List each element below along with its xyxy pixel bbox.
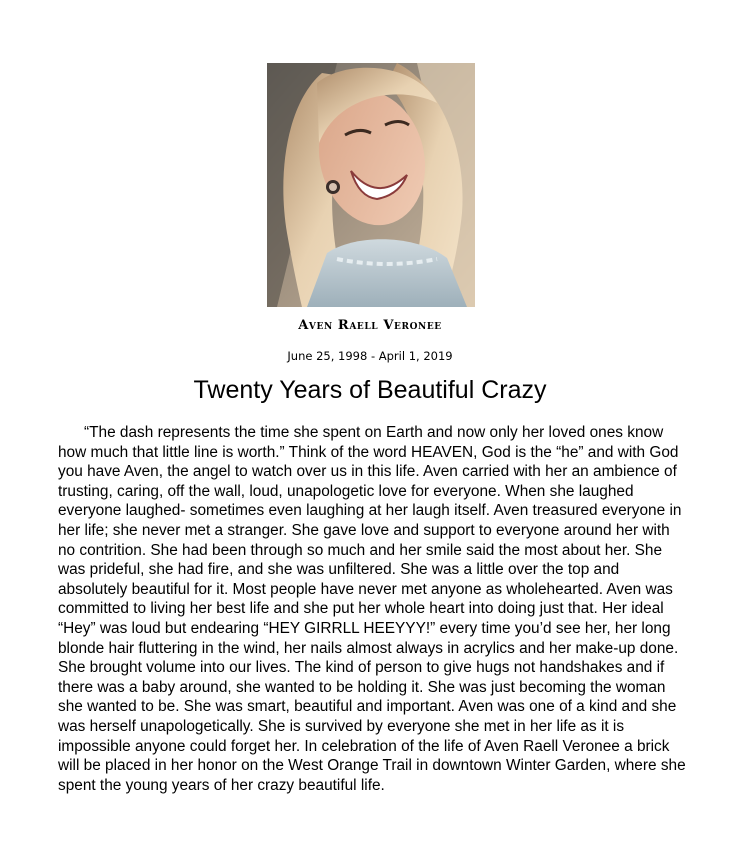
- tribute-paragraph: “The dash represents the time she spent on Earth and now only her loved ones know how much that little line is worth.” Think of the word HEAVEN, God is the “he” and with God you have Aven, the angel to watch over us in this life. Aven carried with her an ambience of trusting, caring, off the wall, loud, unapologetic love for everyone. When she laughed everyone laughed- sometimes even laughing at her laugh itself. Aven treasured everyone in her life; she never met a stranger. She gave love and support to everyone around her with no contrition. She had been through so much and her smile said the most about her. She was prideful, she had fire, and she was unfiltered. She was a little over the top and absolutely beautiful for it. Most people have never met anyone as wholehearted. Aven was committed to living her best life and she put her whole heart into doing just that. Her ideal “Hey” was loud but endearing “HEY GIRRLL HEEYYY!” every time you’d see her, her long blonde hair fluttering in the wind, her nails almost always in acrylics and her make-up done. She brought volume into our lives. The kind of person to give hugs not handshakes and if there was a baby around, she wanted to be holding it. She was just becoming the woman she wanted to be. She was smart, beautiful and important. Aven was one of a kind and she was herself unapologetically. She is survived by everyone she met in her life as it is impossible anyone could forget her. In celebration of the life of Aven Raell Veronee a brick will be placed in her honor on the West Orange Trail in downtown Winter Garden, where she spent the young years of her crazy beautiful life.: [58, 424, 686, 794]
- portrait-photo: [267, 63, 475, 307]
- life-dates: June 25, 1998 - April 1, 2019: [287, 349, 453, 363]
- portrait-illustration: [267, 63, 475, 307]
- deceased-name: Aven Raell Veronee: [298, 318, 442, 333]
- memorial-title: Twenty Years of Beautiful Crazy: [193, 376, 547, 404]
